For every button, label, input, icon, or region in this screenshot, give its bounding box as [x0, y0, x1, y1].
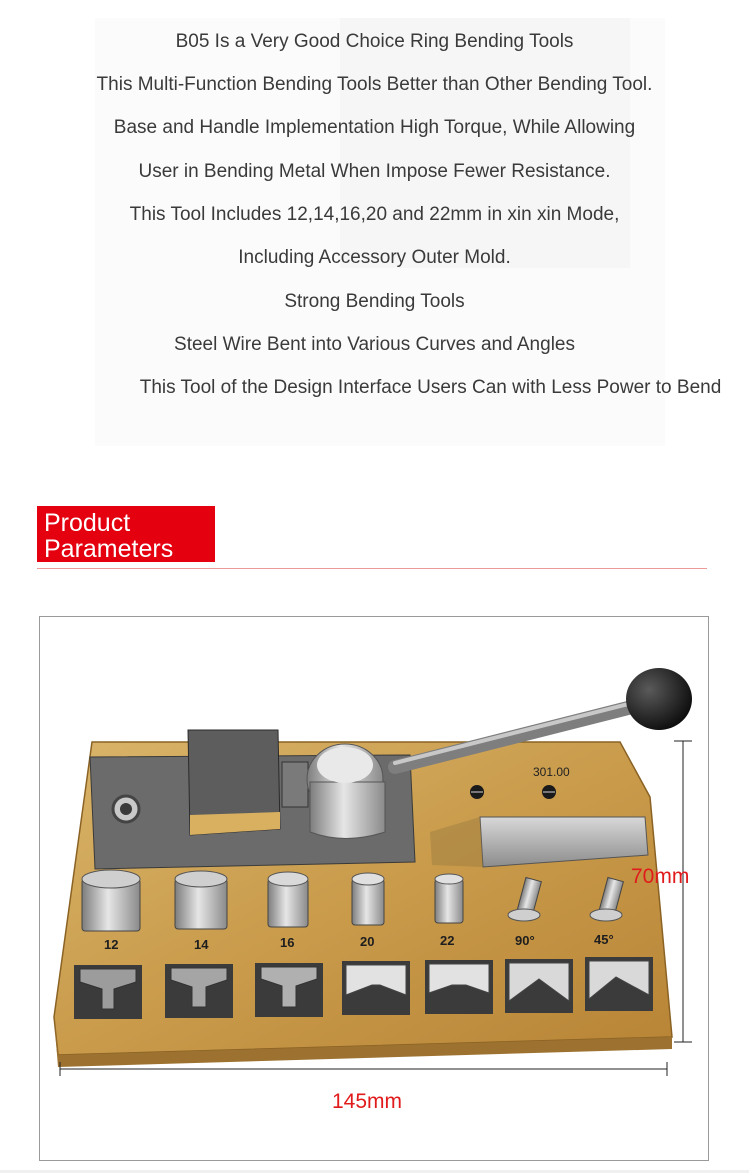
- handle-knob: [626, 668, 692, 730]
- description-line-9: This Tool of the Design Interface Users Can with Less Power to Bend: [139, 377, 722, 398]
- description-line-1: B05 Is a Very Good Choice Ring Bending Tools: [175, 31, 574, 52]
- product-description: [0, 0, 749, 460]
- description-line-2: This Multi-Function Bending Tools Better than Other Bending Tool.: [96, 74, 653, 95]
- width-dimension-label: 145mm: [332, 1090, 403, 1113]
- description-line-8: Steel Wire Bent into Various Curves and Angles: [174, 334, 575, 355]
- description-line-4: User in Bending Metal When Impose Fewer Resistance.: [138, 161, 611, 182]
- height-dimension-label: 70mm: [631, 865, 690, 888]
- faded-background-panel: [340, 18, 630, 268]
- pin-label-45: 45°: [594, 932, 614, 947]
- ring-bending-tool-illustration: [40, 617, 709, 1161]
- section-title: Product Parameters: [44, 509, 174, 563]
- pin-label-20: 20: [360, 934, 375, 949]
- section-header-badge: [37, 506, 215, 562]
- model-code-label: 301.00: [533, 765, 570, 779]
- pin-label-22: 22: [440, 933, 455, 948]
- pin-label-14: 14: [194, 937, 209, 952]
- description-line-7: Strong Bending Tools: [284, 291, 465, 312]
- product-photo: [39, 616, 709, 1161]
- description-line-3: Base and Handle Implementation High Torque, While Allowing: [113, 117, 636, 138]
- description-line-5: This Tool Includes 12,14,16,20 and 22mm in xin xin Mode,: [129, 204, 620, 225]
- description-line-6: Including Accessory Outer Mold.: [238, 247, 511, 268]
- pin-label-16: 16: [280, 935, 295, 950]
- section-divider: [37, 568, 707, 569]
- pin-label-90: 90°: [515, 933, 535, 948]
- pin-label-12: 12: [104, 937, 119, 952]
